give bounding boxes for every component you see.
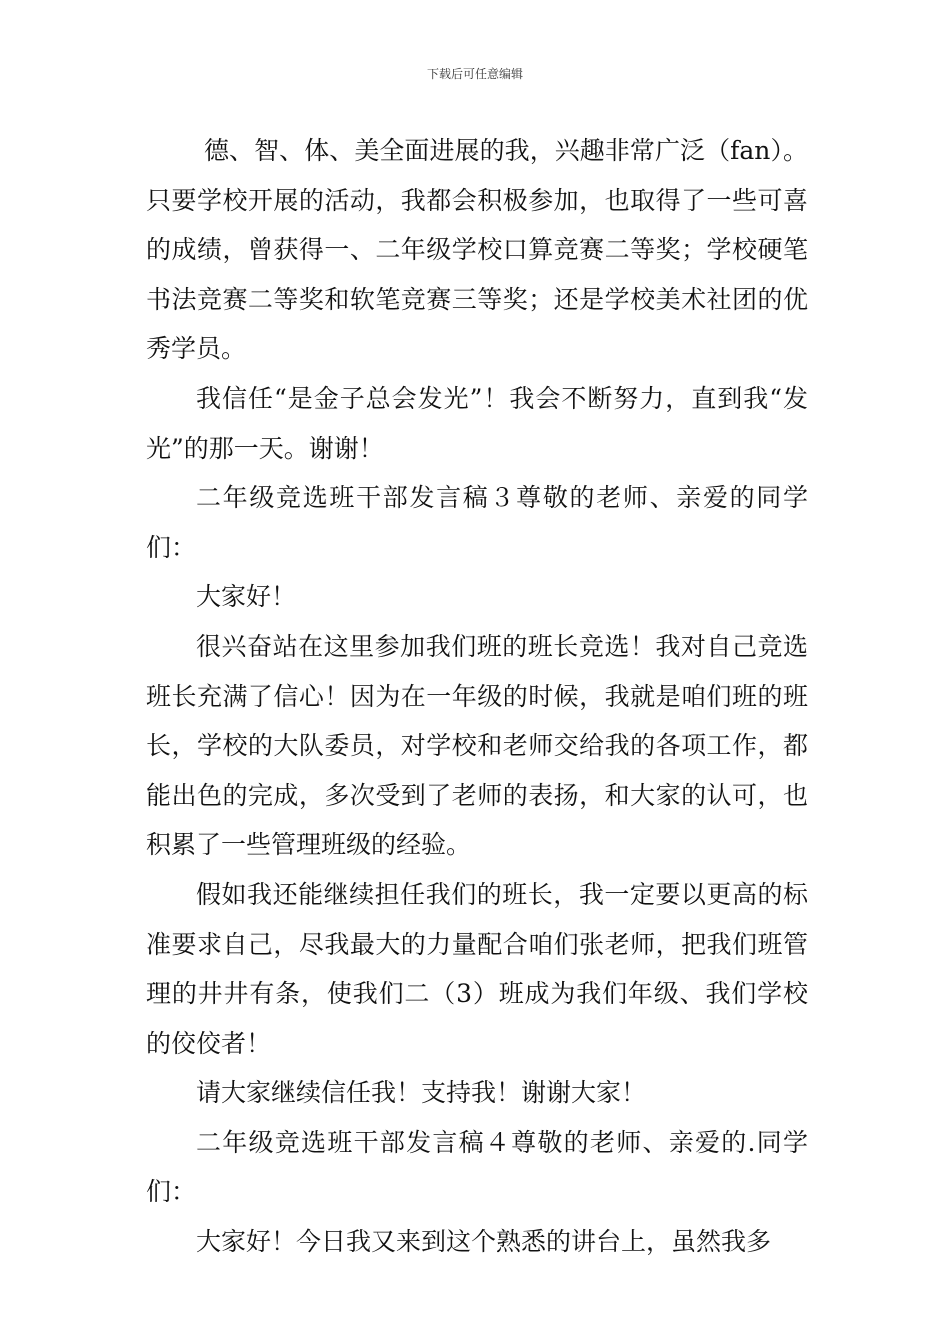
paragraph-thanks: 请大家继续信任我！支持我！谢谢大家！ (196, 1078, 647, 1108)
paragraph-greeting-2: 大家好！今日我又来到这个熟悉的讲台上，虽然我多 (196, 1227, 772, 1257)
paragraph-monitor-election: 很兴奋站在这里参加我们班的班长竞选！我对自己竞选班长充满了信心！因为在一年级的时候，我就是咱们班的班长，学校的大队委员，对学校和老师交给我的各项工作，都能出色的完成，多次受到了老师的表扬，和大家的认可，也积累了一些管理班级的经验。 (146, 631, 808, 860)
paragraph-interests: 德、智、体、美全面进展的我，兴趣非常广泛（fan）。只要学校开展的活动，我都会积极参加，也取得了一些可喜的成绩，曾获得一、二年级学校口算竞赛二等奖；学校硬笔书法竞赛二等奖和软笔竞赛三等奖；还是学校美术社团的优秀学员。 (146, 136, 808, 364)
document-body (146, 126, 808, 1267)
paragraph-speech-3-title: 二年级竞选班干部发言稿３尊敬的老师、亲爱的同学们： (146, 483, 808, 562)
paragraph-commitment: 假如我还能继续担任我们的班长，我一定要以更高的标准要求自己，尽我最大的力量配合咱们张老师，把我们班管理的井井有条，使我们二（3）班成为我们年级、我们学校的佼佼者！ (146, 879, 808, 1058)
page-header: 下载后可任意编辑 (426, 67, 523, 81)
paragraph-greeting: 大家好！ (196, 582, 297, 612)
paragraph-speech-4-title: 二年级竞选班干部发言稿４尊敬的老师、亲爱的.同学们： (146, 1127, 808, 1207)
paragraph-belief: 我信任“是金子总会发光”！我会不断努力，直到我“发光”的那一天。谢谢！ (146, 383, 808, 463)
